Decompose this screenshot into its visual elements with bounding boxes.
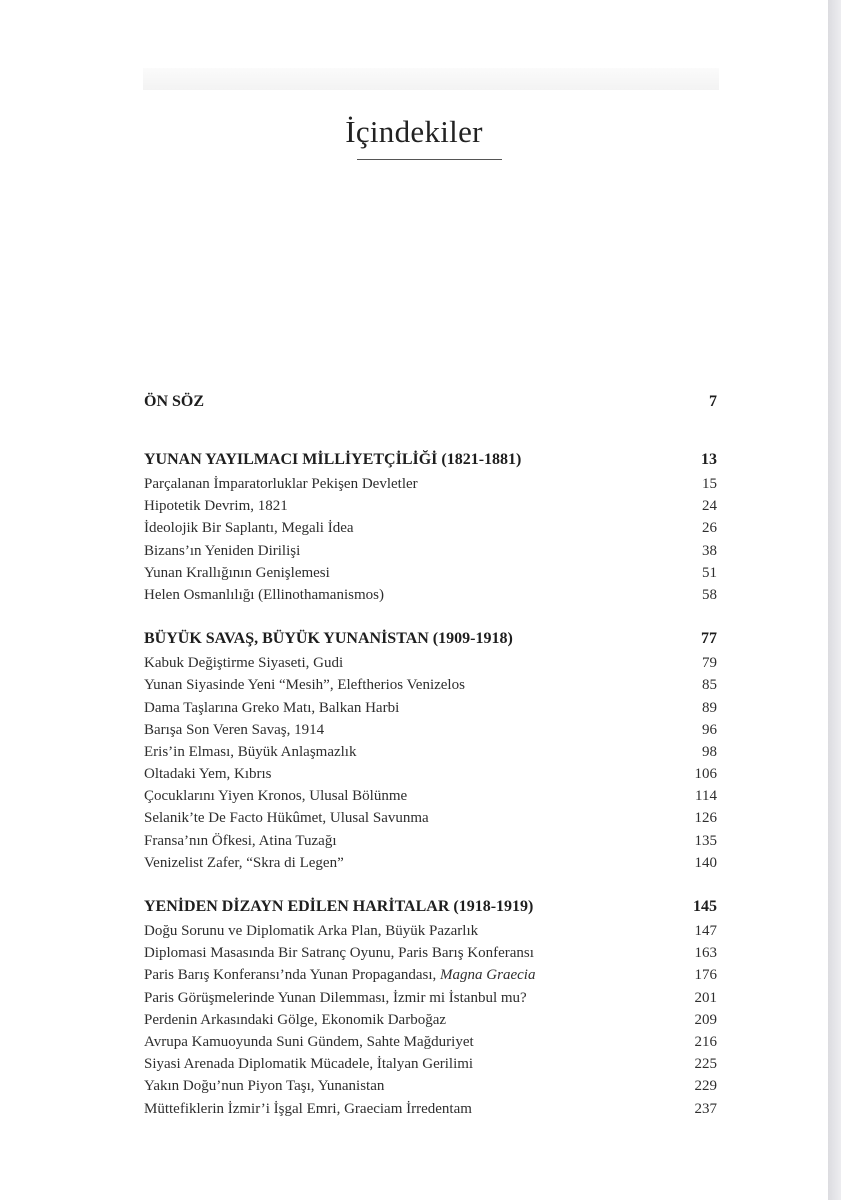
toc-entry: [144, 674, 717, 696]
entry-title: [144, 964, 535, 986]
entry-page-number: 225: [694, 1056, 717, 1073]
entry-title-text: Doğu Sorunu ve Diplomatik Arka Plan, Büyük Pazarlık: [144, 923, 479, 939]
entry-title-text: Dama Taşlarına Greko Matı, Balkan Harbi: [144, 699, 400, 716]
entry-title-text: Oltadaki Yem, Kıbrıs: [144, 766, 272, 783]
entry-title: [144, 1009, 446, 1031]
entry-title-text: Paris Barış Konferansı’nda Yunan Propagandası,: [144, 967, 441, 984]
entry-title-text: Diplomasi Masasında Bir Satranç Oyunu, Paris Barış Konferansı: [144, 945, 534, 962]
toc-entry: [144, 1031, 717, 1053]
entry-title: [144, 652, 343, 674]
toc-entry: [144, 785, 717, 807]
entry-title-text: Selanik’te De Facto Hükûmet, Ulusal Savunma: [144, 810, 429, 827]
entry-title: [144, 1098, 472, 1120]
section-page-number: 145: [693, 898, 717, 915]
entry-page-number: 176: [694, 967, 717, 984]
entry-title-text: Yunan Siyasinde Yeni “Mesih”, Eleftherios Venizelos: [144, 677, 465, 694]
toc-entry: [144, 517, 717, 539]
entry-page-number: 106: [694, 766, 717, 783]
entry-title-text: İdeolojik Bir Saplantı, Megali İdea: [144, 520, 354, 537]
section-title: YUNAN YAYILMACI MİLLİYETÇİLİĞİ (1821-1881): [144, 451, 522, 468]
entry-title: [144, 540, 300, 562]
entry-page-number: 209: [694, 1011, 717, 1028]
entry-page-number: 140: [694, 854, 717, 871]
toc-entry: [144, 763, 717, 785]
entry-page-number: 201: [694, 989, 717, 1006]
entry-title: [144, 1053, 473, 1075]
entry-page-number: 24: [702, 498, 717, 515]
entry-title: [144, 674, 465, 696]
entry-page-number: 38: [702, 542, 717, 559]
toc-section-heading: [144, 389, 717, 415]
section-title: ÖN SÖZ: [144, 393, 205, 410]
entry-page-number: 98: [702, 743, 717, 760]
entry-page-number: 126: [694, 810, 717, 827]
entry-title-text: Kabuk Değiştirme Siyaseti, Gudi: [144, 655, 344, 672]
header-band: [143, 68, 719, 90]
entry-page-number: 96: [702, 721, 717, 738]
entry-title-text: Çocuklarını Yiyen Kronos, Ulusal Bölünme: [144, 788, 408, 805]
toc-section-heading: [144, 447, 717, 473]
entry-page-number: 135: [694, 832, 717, 849]
toc-entry: [144, 697, 717, 719]
entry-title: [144, 987, 527, 1009]
toc-entry: [144, 540, 717, 562]
entry-page-number: 15: [702, 476, 717, 492]
table-of-contents: [144, 389, 717, 1140]
entry-title: [144, 763, 272, 785]
entry-title: [144, 697, 399, 719]
toc-section: [144, 389, 717, 415]
entry-title-text: Perdenin Arkasındaki Gölge, Ekonomik Darboğaz: [144, 1011, 447, 1028]
entry-title: [144, 473, 418, 495]
toc-entry: [144, 830, 717, 852]
toc-section-heading: [144, 626, 717, 652]
entry-title: [144, 785, 407, 807]
section-page-number: 7: [709, 393, 717, 410]
entry-page-number: 114: [695, 788, 717, 805]
entry-page-number: 237: [694, 1100, 717, 1117]
toc-entry: [144, 473, 717, 495]
entry-title: [144, 1075, 384, 1097]
section-page-number: 13: [701, 451, 717, 468]
section-page-number: 77: [701, 630, 717, 648]
entry-title-italic: Magna Graecia: [440, 967, 536, 984]
toc-entry: [144, 584, 717, 606]
toc-entry: [144, 987, 717, 1009]
entry-page-number: 147: [694, 923, 717, 939]
toc-entry: [144, 1009, 717, 1031]
toc-entry: [144, 562, 717, 584]
toc-section-heading: [144, 894, 717, 920]
entry-title: [144, 920, 478, 942]
toc-entry: [144, 942, 717, 964]
toc-section: [144, 626, 717, 874]
entry-title-text: Parçalanan İmparatorluklar Pekişen Devletler: [144, 476, 418, 492]
entry-title-text: Müttefiklerin İzmir’i İşgal Emri, Graeciam İrredentam: [144, 1100, 472, 1117]
entry-page-number: 58: [702, 586, 717, 603]
toc-section: [144, 894, 717, 1120]
entry-title-text: Siyasi Arenada Diplomatik Mücadele, İtalyan Gerilimi: [144, 1056, 474, 1073]
entry-title-text: Barışa Son Veren Savaş, 1914: [144, 721, 325, 738]
entry-title: [144, 741, 356, 763]
entry-page-number: 26: [702, 520, 717, 537]
entry-title-text: Avrupa Kamuoyunda Suni Gündem, Sahte Mağduriyet: [144, 1033, 474, 1050]
entry-title-text: Yakın Doğu’nun Piyon Taşı, Yunanistan: [144, 1078, 385, 1095]
page-title: İçindekiler: [345, 114, 483, 149]
entry-page-number: 163: [694, 945, 717, 962]
entry-title: [144, 584, 384, 606]
entry-title-text: Hipotetik Devrim, 1821: [144, 498, 288, 515]
entry-page-number: 51: [702, 564, 717, 581]
toc-entry: [144, 1098, 717, 1120]
entry-title: [144, 719, 324, 741]
entry-page-number: 229: [694, 1078, 717, 1095]
entry-title: [144, 852, 344, 874]
entry-title: [144, 517, 354, 539]
entry-title: [144, 830, 337, 852]
toc-section: [144, 447, 717, 606]
entry-title: [144, 807, 429, 829]
toc-entry: [144, 495, 717, 517]
title-underline: [357, 159, 502, 160]
toc-entry: [144, 807, 717, 829]
entry-title-text: Venizelist Zafer, “Skra di Legen”: [144, 854, 344, 871]
toc-entry: [144, 852, 717, 874]
toc-entry: [144, 719, 717, 741]
entry-title: [144, 562, 330, 584]
entry-title-text: Eris’in Elması, Büyük Anlaşmazlık: [144, 743, 357, 760]
section-title: YENİDEN DİZAYN EDİLEN HARİTALAR (1918-1919): [144, 898, 534, 915]
entry-title: [144, 942, 534, 964]
entry-page-number: 85: [702, 677, 717, 694]
toc-entry: [144, 741, 717, 763]
entry-title-text: Bizans’ın Yeniden Dirilişi: [144, 542, 301, 559]
toc-entry: [144, 964, 717, 986]
toc-entry: [144, 1053, 717, 1075]
entry-title: [144, 495, 288, 517]
entry-title: [144, 1031, 474, 1053]
entry-page-number: 89: [702, 699, 717, 716]
section-title: BÜYÜK SAVAŞ, BÜYÜK YUNANİSTAN (1909-1918): [144, 630, 513, 648]
page-edge: [828, 0, 841, 1200]
entry-title-text: Paris Görüşmelerinde Yunan Dilemması, İzmir mi İstanbul mu?: [144, 989, 527, 1006]
toc-entry: [144, 1075, 717, 1097]
entry-title-text: Yunan Krallığının Genişlemesi: [144, 564, 330, 581]
entry-page-number: 79: [702, 655, 717, 672]
entry-title-text: Helen Osmanlılığı (Ellinothamanismos): [144, 586, 384, 603]
toc-entry: [144, 920, 717, 942]
entry-page-number: 216: [694, 1033, 717, 1050]
toc-entry: [144, 652, 717, 674]
entry-title-text: Fransa’nın Öfkesi, Atina Tuzağı: [144, 832, 337, 849]
